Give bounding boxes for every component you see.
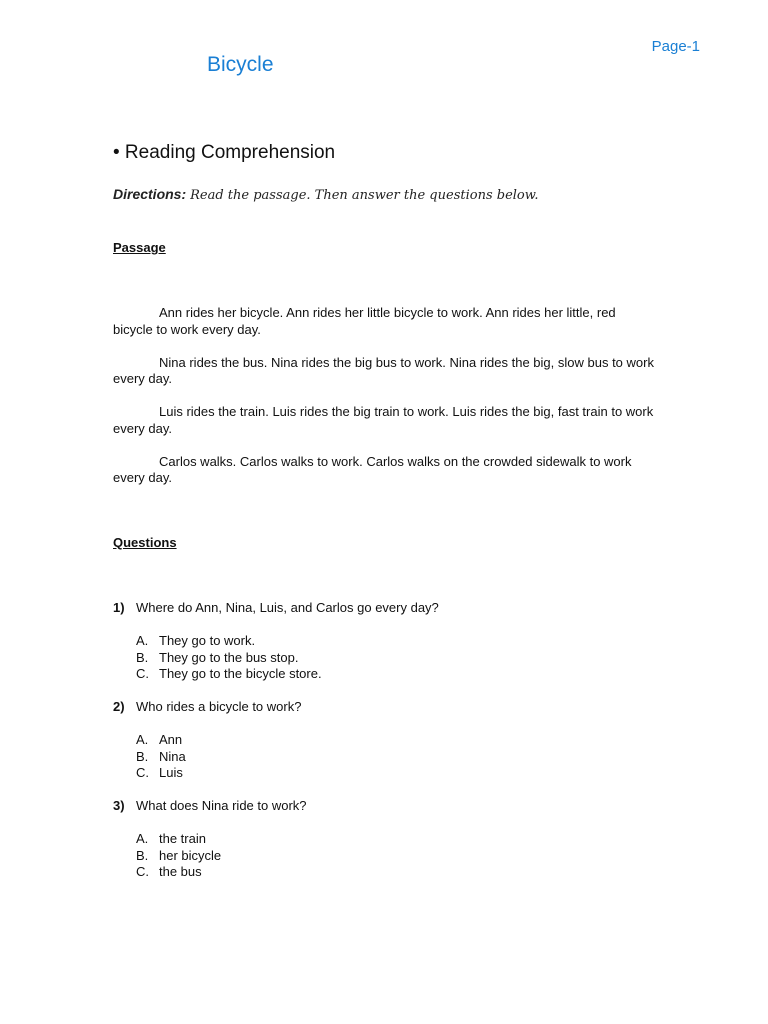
question-number: 2) [113, 699, 125, 714]
directions [113, 186, 538, 203]
page-number: Page-1 [651, 38, 700, 55]
question-number: 1) [113, 600, 125, 615]
directions-text: Read the passage. Then answer the questions below. [190, 188, 539, 203]
questions-heading: Questions [113, 535, 177, 550]
answer-options [136, 732, 658, 782]
question-3 [113, 798, 658, 881]
question-1 [113, 600, 658, 683]
option-text: They go to work. [159, 633, 256, 648]
option-text: Ann [159, 732, 183, 747]
option-text: They go to the bus stop. [159, 649, 299, 665]
document-title: Bicycle [207, 53, 274, 76]
option-letter: C. [136, 864, 149, 879]
answer-option [136, 864, 658, 881]
passage-paragraph: Nina rides the bus. Nina rides the big bus to work. Nina rides the big, slow bus to work every day. [113, 354, 654, 386]
answer-option [136, 765, 658, 782]
answer-options [136, 831, 658, 881]
option-letter: A. [136, 732, 149, 747]
passage-paragraph: Ann rides her bicycle. Ann rides her little bicycle to work. Ann rides her little, red bicycle to work every day. [113, 305, 616, 337]
passage-heading: Passage [113, 240, 166, 255]
question-text: Where do Ann, Nina, Luis, and Carlos go every day? [136, 600, 439, 615]
answer-option [136, 749, 658, 766]
question-line [113, 699, 658, 716]
questions-list [113, 600, 658, 897]
option-letter: C. [136, 765, 149, 780]
answer-option [136, 650, 658, 667]
passage [113, 305, 658, 503]
question-line [113, 600, 658, 617]
answer-option [136, 848, 658, 865]
passage-paragraph: Luis rides the train. Luis rides the big train to work. Luis rides the big, fast train to work every day. [113, 404, 654, 436]
option-letter: B. [136, 748, 149, 764]
answer-option [136, 732, 658, 749]
question-text: Who rides a bicycle to work? [136, 699, 302, 714]
option-text: They go to the bicycle store. [159, 666, 322, 681]
option-letter: B. [136, 847, 149, 863]
answer-options [136, 633, 658, 683]
option-letter: A. [136, 633, 149, 648]
option-text: Nina [159, 748, 186, 764]
answer-option [136, 666, 658, 683]
question-2 [113, 699, 658, 782]
option-text: Luis [159, 765, 183, 780]
option-letter: C. [136, 666, 149, 681]
option-text: the bus [159, 864, 202, 879]
option-text: the train [159, 831, 206, 846]
directions-label: Directions: [113, 186, 187, 202]
section-heading: • Reading Comprehension [113, 142, 336, 163]
option-letter: B. [136, 649, 149, 665]
option-text: her bicycle [159, 847, 222, 863]
option-letter: A. [136, 831, 149, 846]
answer-option [136, 633, 658, 650]
passage-paragraph: Carlos walks. Carlos walks to work. Carlos walks on the crowded sidewalk to work every day. [113, 453, 632, 485]
question-number: 3) [113, 798, 125, 813]
answer-option [136, 831, 658, 848]
question-text: What does Nina ride to work? [136, 798, 307, 813]
question-line [113, 798, 658, 815]
